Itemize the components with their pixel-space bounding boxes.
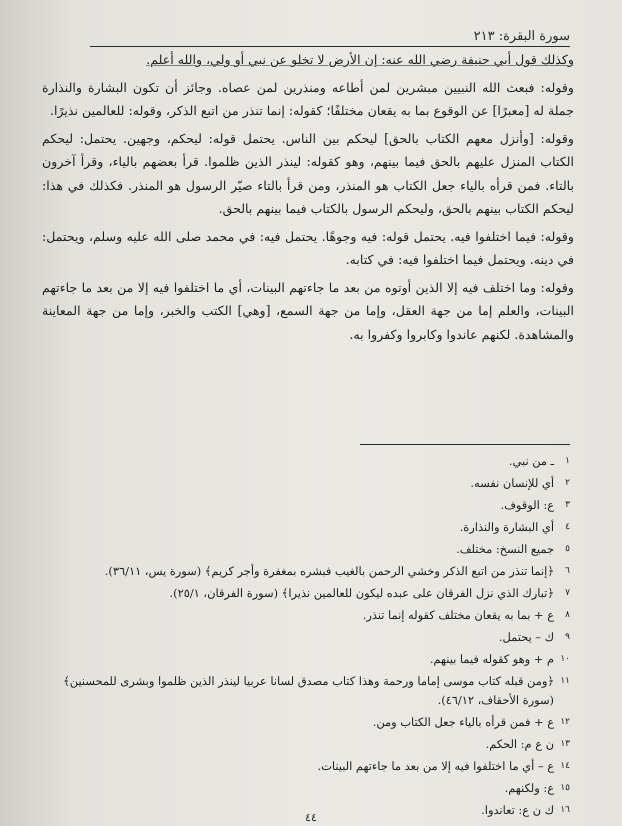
footnote: ١١ ﴿ومن قبله كتاب موسى إماما ورحمة وهذا كتاب مصدق لسانا عربيا لينذر الذين ظلموا وبشرى للمحسنين﴾ (سورة الأحقاف، ٤٦/١٢). xyxy=(63,674,570,707)
footnote: ١٤ ع – أي ما اختلفوا فيه إلا من بعد ما جاءتهم البينات. xyxy=(317,759,570,773)
paragraph-4: وقوله: فيما اختلفوا فيه. يحتمل قوله: فيه وجوهًا. يحتمل فيه: في محمد صلى الله عليه وسلم، ويحتمل: في دينه. ويحتمل فيما اختلفوا فيه: في كتابه. xyxy=(42,228,574,267)
footnote: ٦ ﴿إنما تنذر من اتبع الذكر وخشي الرحمن بالغيب فبشره بمغفرة وأجر كريم﴾ (سورة يس، ٣٦/١١). xyxy=(104,564,570,578)
running-header xyxy=(90,18,570,47)
footnote: ٤ أي البشارة والنذارة. xyxy=(459,520,570,534)
footnote: ١ ـ من نبي. xyxy=(508,454,570,468)
footnote: ١٦ ك ن ع: تعاندوا. xyxy=(481,803,570,817)
page-number: ٤٤ xyxy=(305,811,317,824)
main-text xyxy=(42,48,574,350)
footnote: ٩ ك – يحتمل. xyxy=(498,630,570,644)
footnote-divider xyxy=(360,444,570,445)
footnote: ١٢ ع + فمن قرأه بالياء جعل الكتاب ومن. xyxy=(372,715,570,729)
footnote: ١٣ ن ع م: الحكم. xyxy=(485,737,570,751)
footnote: ٧ ﴿تبارك الذي نزل الفرقان على عبده ليكون للعالمين نذيرا﴾ (سورة الفرقان، ٢٥/١). xyxy=(169,586,570,600)
footnote: ١٠ م + وهو كقوله فيما بينهم. xyxy=(429,652,570,666)
footnote: ٢ أي للإنسان نفسه. xyxy=(470,476,570,490)
footnote: ٨ ع + بما به يقعان مختلف كقوله إنما تنذر. xyxy=(362,608,570,622)
header-title: سورة البقرة: ٢١٣ xyxy=(473,29,570,44)
footnote: ١٥ ع: ولكنهم. xyxy=(504,781,570,795)
footnote: ٣ ع: الوقوف. xyxy=(500,498,570,512)
paragraph-5: وقوله: وما اختلف فيه إلا الذين أوتوه من بعد ما جاءتهم البينات، أي ما اختلفوا فيه إلا من بعد ما جاءتهم البينات، والعلم إما من جهة العقل، وإما من جهة السمع، [وهي] الكتب والخبر، وإما من جهة المعاينة والمشاهدة. لكنهم عاندوا وكابروا وكفروا به. xyxy=(42,279,574,342)
paragraph-3: وقوله: [وأنزل معهم الكتاب بالحق] ليحكم بين الناس. يحتمل قوله: ليحكم، وجهين. يحتمل: ليحكم الكتاب المنزل عليهم بالحق فيما بينهم، وهو كقوله: لينذر الذين ظلموا. قرأ بعضهم بالياء، وقرأ آخرون بالتاء. فمن قرأه بالياء جعل الكتاب هو المنذر، ومن قرأ بالتاء صيّر الرسول هو المنذر. فكذلك في هذا: ليحكم الكتاب بينهم بالحق، وليحكم الرسول بالكتاب فيما بينهم بالحق. xyxy=(42,130,574,216)
footnote: ٥ جميع النسخ: مختلف. xyxy=(456,542,570,556)
paragraph-2: وقوله: فبعث الله النبيين مبشرين لمن أطاعه ومنذرين لمن عصاه. وجائز أن تكون البشارة والنذارة جملة له [معبرًا] عن الوقوع بما به يقعان مختلفًا؛ كقوله: إنما تنذر من اتبع الذكر، وقوله: للعالمين نذيرًا. xyxy=(42,79,574,118)
footnotes xyxy=(52,452,570,823)
paragraph-1: وكذلك قول أبي حنيفة رضي الله عنه: إن الأرض لا تخلو عن نبي أو ولي، والله أعلم. xyxy=(146,52,574,67)
